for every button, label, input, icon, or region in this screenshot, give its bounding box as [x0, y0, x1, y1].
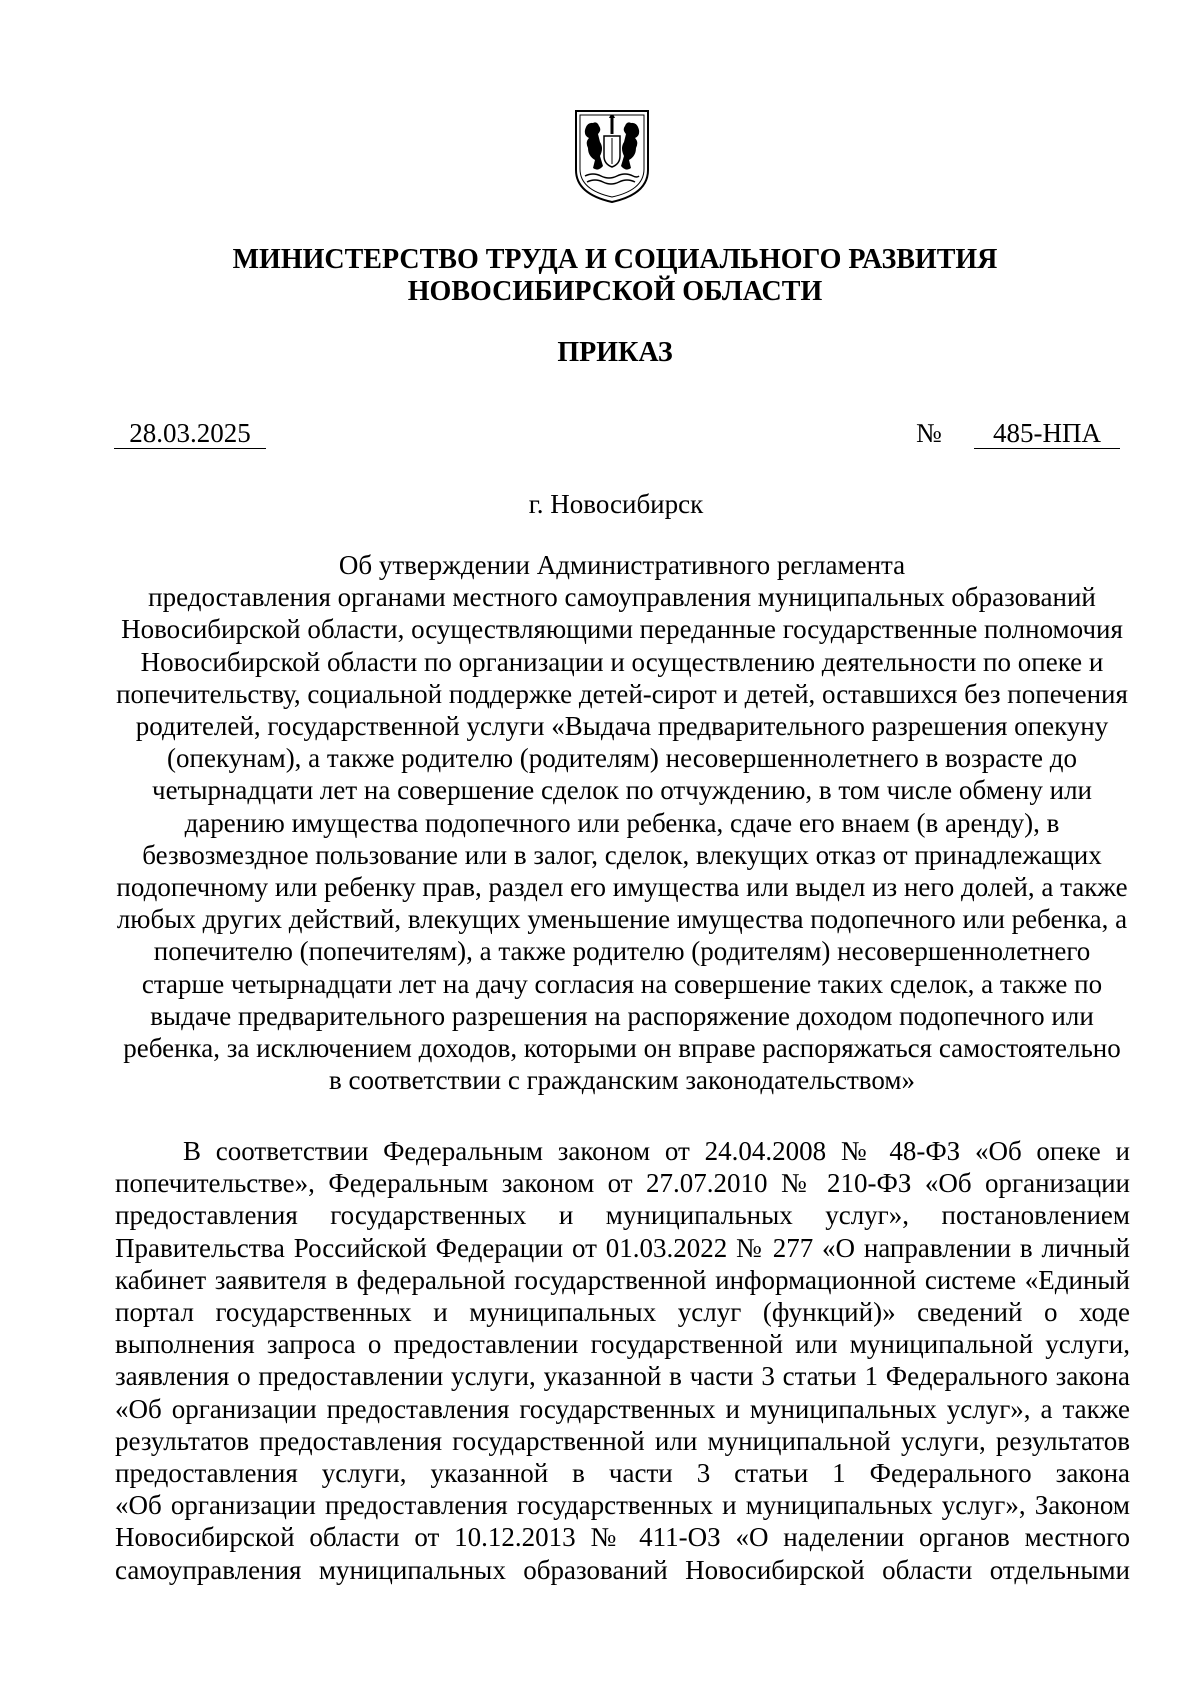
subject-line: попечителю (попечителям), а также родителю (родителям) несовершеннолетнего — [153, 936, 1091, 967]
number-sign: № — [916, 418, 942, 448]
subject-line: попечительству, социальной поддержке детей-сирот и детей, оставшихся без попечения — [116, 678, 1128, 709]
ministry-name — [0, 244, 1200, 308]
body-line: самоуправления муниципальных образований Новосибирской области отдельными — [115, 1554, 1130, 1585]
subject-line: любых других действий, влекущих уменьшение имущества подопечного или ребенка, а — [116, 904, 1128, 935]
body-line: предоставления услуги, указанной в части 3 статьи 1 Федерального закона — [115, 1458, 1130, 1489]
body-line: В соответствии Федеральным законом от 24.04.2008 № 48-ФЗ «Об опеке и — [183, 1136, 1130, 1166]
body-paragraph — [115, 1135, 1130, 1586]
order-title: ПРИКАЗ — [557, 337, 673, 368]
body-line: «Об организации предоставления государственных и муниципальных услуг», а также — [115, 1393, 1130, 1424]
subject-line: дарению имущества подопечного или ребенка, сдаче его внаем (в аренду), в — [184, 807, 1060, 838]
body-line: портал государственных и муниципальных услуг (функций)» сведений о ходе — [115, 1297, 1130, 1328]
subject-line: Новосибирской области, осуществляющими переданные государственные полномочия — [121, 614, 1123, 645]
subject-line: четырнадцати лет на совершение сделок по отчуждению, в том числе обмену или — [151, 775, 1093, 806]
body-line: Новосибирской области от 10.12.2013 № 411-ОЗ «О наделении органов местного — [115, 1522, 1130, 1553]
subject-line: ребенка, за исключением доходов, которыми он вправе распоряжаться самостоятельно — [123, 1033, 1121, 1064]
city: г. Новосибирск — [528, 489, 704, 519]
subject-line: старше четырнадцати лет на дачу согласия на совершение таких сделок, а также по — [141, 968, 1103, 999]
order-date: 28.03.2025 — [114, 418, 266, 449]
order-number: 485-НПА — [974, 418, 1120, 449]
body-line: заявления о предоставлении услуги, указанной в части 3 статьи 1 Федерального закона — [115, 1361, 1130, 1392]
subject-line: безвозмездное пользование или в залог, сделок, влекущих отказ от принадлежащих — [142, 839, 1102, 870]
body-line: предоставления государственных и муниципальных услуг», постановлением — [115, 1200, 1130, 1231]
body-line: результатов предоставления государственной или муниципальной услуги, результатов — [115, 1425, 1130, 1456]
body-line: выполнения запроса о предоставлении государственной или муниципальной услуги, — [115, 1329, 1130, 1360]
subject-line: подопечному или ребенку прав, раздел его имущества или выдел из него долей, а также — [116, 872, 1128, 903]
subject-line: выдаче предварительного разрешения на распоряжение доходом подопечного или — [150, 1000, 1094, 1031]
subject-line: (опекунам), а также родителю (родителям) несовершеннолетнего в возрасте до — [167, 743, 1077, 774]
subject-line: предоставления органами местного самоуправления муниципальных образований — [148, 582, 1096, 613]
subject-line: Новосибирской области по организации и осуществлению деятельности по опеке и — [140, 646, 1104, 677]
body-line: «Об организации предоставления государственных и муниципальных услуг», Законом — [115, 1490, 1130, 1521]
body-line: кабинет заявителя в федеральной государственной информационной системе «Единый — [115, 1264, 1130, 1295]
subject-line: Об утверждении Административного регламента — [338, 550, 906, 580]
subject-line: в соответствии с гражданским законодательством» — [329, 1065, 915, 1096]
body-line: попечительстве», Федеральным законом от 27.07.2010 № 210-ФЗ «Об организации — [115, 1168, 1130, 1199]
order-subject — [112, 549, 1132, 1096]
body-line: Правительства Российской Федерации от 01.03.2022 № 277 «О направлении в личный — [115, 1232, 1130, 1263]
coat-of-arms-icon — [573, 108, 651, 204]
ministry-name-line-1: МИНИСТЕРСТВО ТРУДА И СОЦИАЛЬНОГО РАЗВИТИЯ — [232, 244, 998, 275]
ministry-name-line-2: НОВОСИБИРСКОЙ ОБЛАСТИ — [407, 276, 823, 307]
subject-line: родителей, государственной услуги «Выдача предварительного разрешения опекуну — [135, 711, 1109, 742]
